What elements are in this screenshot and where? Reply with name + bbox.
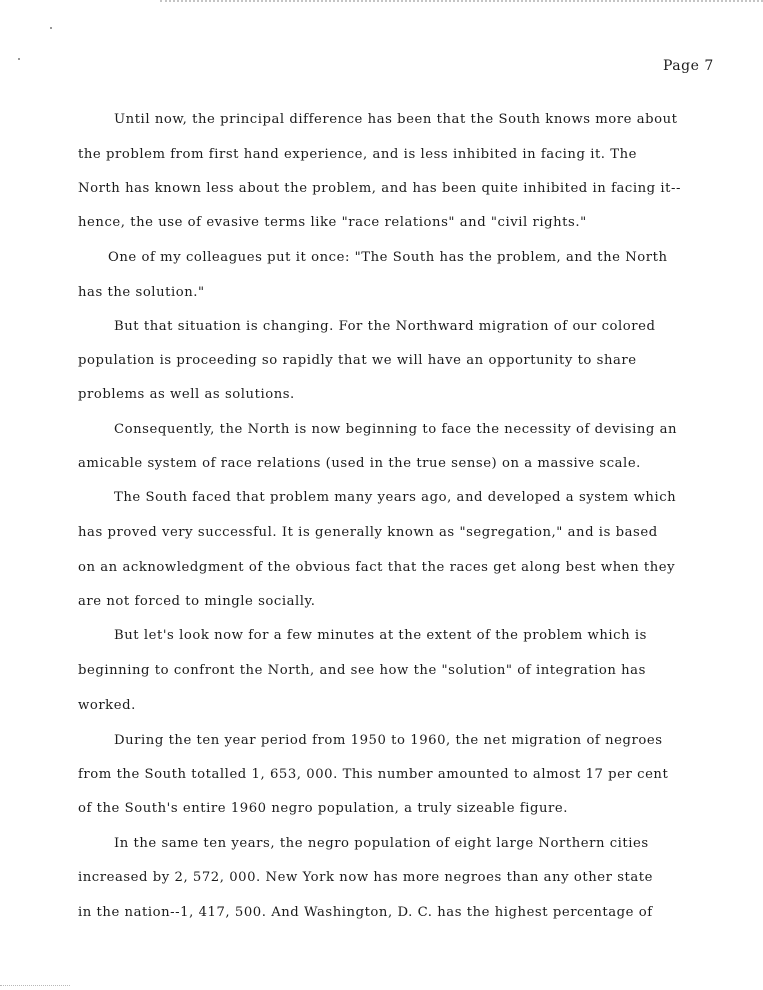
text-line: Until now, the principal difference has been that the South knows more about: [114, 112, 678, 127]
text-line: beginning to confront the North, and see how the "solution" of integration has: [78, 663, 646, 678]
text-line: increased by 2, 572, 000. New York now has more negroes than any other state: [78, 870, 653, 885]
text-line: the problem from first hand experience, and is less inhibited in facing it. The: [78, 147, 638, 162]
text-line: But let's look now for a few minutes at the extent of the problem which is: [114, 628, 647, 643]
top-border-dots: [160, 0, 763, 2]
text-line: During the ten year period from 1950 to 1960, the net migration of negroes: [114, 733, 663, 748]
text-line: of the South's entire 1960 negro population, a truly sizeable figure.: [78, 801, 568, 816]
text-line: in the nation--1, 417, 500. And Washington, D. C. has the highest percentage of: [78, 905, 653, 920]
text-line: Consequently, the North is now beginning to face the necessity of devising an: [114, 422, 678, 437]
text-line: One of my colleagues put it once: "The South has the problem, and the North: [108, 250, 668, 265]
text-line: on an acknowledgment of the obvious fact that the races get along best when they: [78, 560, 676, 575]
text-line: problems as well as solutions.: [78, 387, 295, 402]
text-line: from the South totalled 1, 653, 000. This number amounted to almost 17 per cent: [78, 767, 669, 782]
text-line: The South faced that problem many years ago, and developed a system which: [114, 490, 677, 505]
text-line: But that situation is changing. For the Northward migration of our colored: [114, 319, 656, 334]
text-line: has the solution.": [78, 285, 205, 300]
bottom-border-dots: [0, 985, 70, 986]
scan-speck: [18, 58, 20, 60]
page-number: Page 7: [663, 58, 714, 74]
text-line: hence, the use of evasive terms like "race relations" and "civil rights.": [78, 215, 587, 230]
text-line: are not forced to mingle socially.: [78, 594, 316, 609]
scan-speck: [50, 27, 52, 29]
text-line: population is proceeding so rapidly that we will have an opportunity to share: [78, 353, 637, 368]
text-line: North has known less about the problem, and has been quite inhibited in facing it--: [78, 181, 682, 196]
text-line: has proved very successful. It is generally known as "segregation," and is based: [78, 525, 658, 540]
text-line: In the same ten years, the negro population of eight large Northern cities: [114, 836, 649, 851]
text-line: amicable system of race relations (used in the true sense) on a massive scale.: [78, 456, 641, 471]
text-line: worked.: [78, 698, 136, 713]
